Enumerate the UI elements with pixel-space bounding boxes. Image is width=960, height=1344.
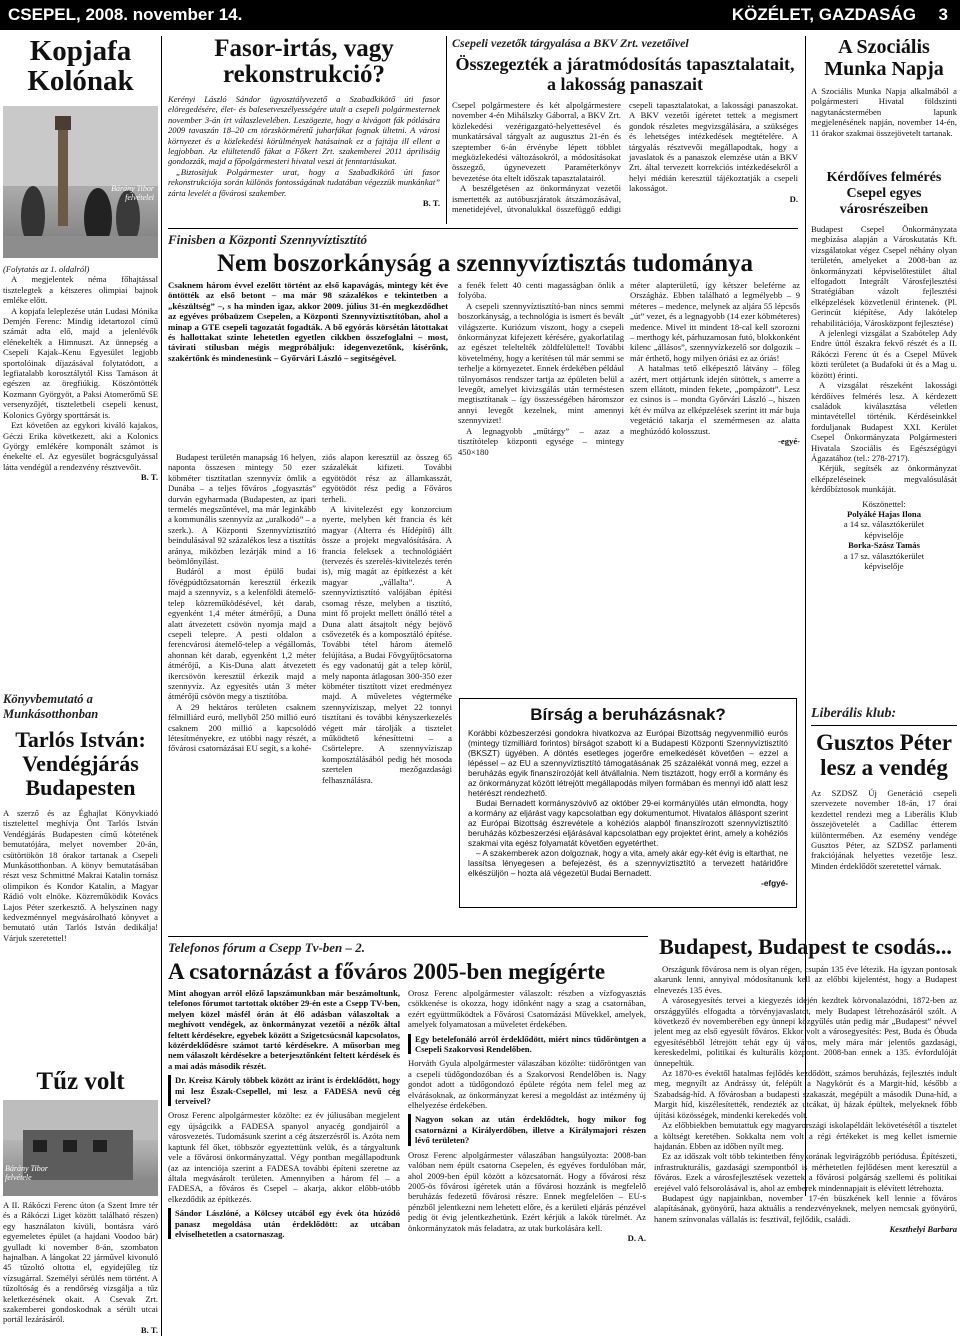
forum-kicker: Telefonos fórum a Csepp Tv-ben – 2. — [168, 940, 366, 955]
book-title: Tarlós István: Vendégjárás Budapesten — [15, 727, 146, 800]
wastewater-paragraph: ziós alapon keresztül az összeg 65 százalékát kifizeti. További egyötödöt rész az államkasszát, egyötödöt rész pedig a Főváros terheli. — [322, 452, 452, 504]
question-box — [168, 1075, 400, 1106]
wastewater-paragraph: A 29 hektáros területen csaknem félmilliárd euró, mellyből 250 millió euró csaknem 200 millió a kapcsolódó létesítményekre, ez utóbbi nagy részét, a fővárosi csatornázásai EU segít, s a kohé- — [168, 701, 316, 754]
social-paragraph: A Szociális Munka Napja alkalmából a polgármesteri Hivatal földszinti nagytanácstermében lapunk megjelenésének napján, november 14-én, 11 órakor szakmai összejövetelt tartanak. — [811, 86, 957, 138]
kopjafa-signature: B. T. — [140, 472, 158, 483]
wastewater-title: Nem boszorkányság a szennyvíztisztás tudománya — [216, 250, 754, 277]
wastewater-lead: Csaknem három évvel ezelőtt történt az első kapavágás, mintegy két éve öntötték az első betont – ma már 98 százalékos e tekintetben a „készültség” –, s ha minden igaz, akkor 2009. július 31-én megkezdődhet az egyéves próbaüzem Csepelen, a Központi Szennyvíztisztítóban, ahol a minap a GTE csepeli tagozatát fogadták. A bő egyórás körsétán látottakat és hallottakat szinte lehetetlen egyetlen cikkben összefoglalni – most, távirati stílusban mégis megpróbáljuk: idegenvezetőnk, kísérőnk, szakértőnk és mindenesünk – Győrvári László – segítségével. — [168, 280, 448, 363]
book-paragraph: A szerző és az Éghajlat Könyvkiadó tisztelettel meghívja Önt Tarlós István Vendégjárás Budapesten című kötetének bemutatójára, melyet november 20-án, csütörtökön 18 órakor tartanak a Csepeli Munkásotthonban. A könyv bemutatásában részt vesz Schmittné Makrai Katalin tornász olimpikon és Kondor Katalin, a Magyar Rádió volt elnöke. Közreműködik Kovács Lajos Péter szerkesztő. A helyszínen nagy kedvezménnyel megvásárolható könyvet a bemutató után Tarlós István dedikálja! Várjuk szeretettel! — [3, 808, 158, 943]
fasor-signature: B. T. — [422, 198, 440, 209]
budapest-paragraph: Az 1870-es évektől hatalmas fejlődés kezdődött, számos beruházás, fejlesztés indult meg, megnyílt az Andrássy út, felépült a Nagykörút és a Margit-híd, később a Szabadság-híd. A fővárosban a budapesti szakaszát, megépült a második Duna-híd, a Margit híd, kiszélesítették, rendezték az utcákat, új házak épültek, melyeknek főbb újítási közösségek, mindenki kerekedés volt. — [654, 1068, 957, 1120]
fasor-paragraph — [168, 94, 440, 167]
forum-title: A csatornázást a főváros 2005-ben megígérte — [168, 959, 606, 984]
phone-forum-article — [168, 940, 648, 1340]
fire-article — [3, 1068, 158, 1338]
forum-question: Nagyon sokan az után érdeklődtek, hogy mikor fog csatornázni a Királyerdőben, illetve a Királymajori részen lévő területen? — [415, 1114, 646, 1146]
fire-title: Tűz volt — [36, 1068, 125, 1095]
survey-paragraph: Budapest Csepel Önkormányzata megbízása alapján a Városkutatás Kft. vizsgálatokat végez Csepel néhány olyan területén, amelyeket a 2008-ban az önkormányzati képviselőtestület által elfogadott Integrált Városfejlesztési Stratégiában vázolt fejlesztési elképzelések közvetlenül érintenek. (Pl. Gerincút kiépítése, Ady lakótelep rehabilitációja, Városközpont fejlesztése) — [811, 224, 957, 328]
budapest-title: Budapest, Budapest te csodás... — [659, 934, 952, 959]
bkv-signature: D. — [789, 193, 798, 204]
fire-photo — [3, 1100, 158, 1196]
budapest-paragraph: Budapest úgy napjainkban, november 17-én büszkének kell lennie a főváros alapításának, gyönyörű, haza aktuális a rendezvényeknek, melyen nemcsak gyönyörű, hanem színvonalas vállalás is: fesztivál, fejlődik, családi. — [654, 1192, 957, 1224]
liberal-paragraph: Az SZDSZ Új Generáció csepeli szervezete november 18-án, 17 órai kezdettel rendezi meg a Liberális Klub összejövetelét a Cadillac étterem különtermében. Az esemény vendége Gusztos Péter, az SZDSZ parlamenti frakciójának helyettes vezetője lesz. Minden érdeklődőt szeretettel várnak. — [811, 788, 957, 871]
header-right: KÖZÉLET, GAZDASÁG — [731, 5, 916, 24]
page-number: 3 — [938, 5, 948, 24]
budapest-article — [654, 934, 957, 1340]
wastewater-paragraph: A csepeli szennyvíztisztító-ban nincs semmi boszorkányság, a technológia is ismert és bevált világszerte. Kuriózum viszont, hogy a csepeli önkormányzat kifejezett kérésére, gyakorlatilag az egészet teleltelték zöldfelülettel! További követelmény, hogy a kerítésen túl már semmi se terhelje a környezetet. Ennek érdekében például túlnyomásos rendszer tartja az épületen belül a levegőt, amelyet kivizsgálás után terméstesen megtisztítanak – így összességében háromszor annyi levegőt kezelnek, mint amennyi szennyvizet! — [458, 300, 624, 426]
fasor-lead: Kerényi László Sándor ügyosztályvezető a Szabadkikötő úti fasor elöregedésére, élet- és balesetveszélyességére utalt a csepeli polgármesternek november 3-án írt válaszlevelében. Leszögezte, hogy a kivágott fák pótlására 2009 tavaszán 18–20 cm törzskörméretű juharfákat fognak ültetni. A városi környezet és a közlekedési körülmények hatásainak ez a fajtája ill ellent a legjobban. Az elültetendő fákat a Főkert Zrt. szakemberei 2011 áprilisáig gondozzák, majd a főpolgármesteri hivatal veszi át fenntartásukat. — [168, 94, 440, 167]
book-article — [3, 692, 158, 1072]
kopjafa-paragraph: A kopjafa leleplezése után Ludasi Mónika Demjén Ferenc: Mindig idetartozol című számát adta elő, majd a jelenlévők elénekelték a Himnuszt. Az ünnepség a Csepeli Kajak–Kenu Egyesület legjobb sportolóinak díjazásával folytatódott, a legfiatalabb korosztálytól Kiss Tamáson át egészen az öregfiúkig. Köszöntötték Kozmann Györgyöt, a Paksi Atomerőmű SE versenyzőjét, tiszteletbeli csepeli kenust, Kolonics György sporttársát is. — [3, 305, 158, 420]
budapest-paragraph: Országunk fővárosa nem is olyan régen, csupán 135 éve létezik. Ha ígyzan pontosak akarunk lenni, annyival módosítanunk kell az előbbi kijelentést, hogy a Budapest elnevezés 135 éves. — [654, 964, 957, 995]
wastewater-paragraph: A hatalmas tető elképesztő látvány – főleg azért, mert ottjártunk idején sütöttek, s amerre a szem ellátott, minden fekete, „pompázott”. Lesz ez csinos is – mondta Győrvári László –, hiszen két év múlva az elképzelések szerint itt már bujа vegetáció takarja el szemérmesen az alatta meghúzódó kolosszust. — [630, 363, 800, 436]
survey-signer-name: Borka-Szász Tamás — [848, 540, 920, 551]
wastewater-paragraph: Budapest területén manapság 16 helyen, naponta összesen mintegy 50 ezer köbméter tisztítatlan szennyvíz ömlik a Dunába – a teljes főváros „fogyasztás” durván egyharmada (Budapesten, az ipari termelés megszűntével, ma már leginkább a kommunális szennyvíz az „uralkodó” – a szerk.). A Központi Szennyvíztisztító beindulásával 92 százalékos lesz a tisztítás aránya, miközben lezárják mind a 16 beömlőnyílást. — [168, 452, 316, 567]
budapest-paragraph: Ez az időszak volt több tekintetben fénykorának legvirágzóbb periódusa. Építészeti, infrastrukturális, gazdasági szempontból is mérhetetlen fejlődésen ment keresztül a főváros. Ezek a városfejlesztések vezettek a fővárosi polgárság szellemi és politikai erejével való felsorolásával is, ahol az emberek mindennapjait is elévített létrehozta. — [654, 1151, 957, 1193]
bkv-paragraph: Csepel polgármestere és két alpolgármestere november 4-én Mihálszky Gáborral, a BKV Zrt. közlekedési vezérigazgató-helyettesével és munkatársával tárgyalt az augusztus 21-én és szeptember 6-án érvénybe lépett többlet megközlekedési változásokról, a módosításokat összegző, úgynevezett Paraméterkönyv bevezetése óta eltelt időszak tapasztalatairól. — [452, 100, 621, 183]
kopjafa-photo — [3, 106, 158, 258]
survey-article — [811, 170, 957, 700]
fire-signature: B. T. — [140, 1324, 158, 1335]
wastewater-paragraph: a fenék felett 40 centi magasságban önlik a folyóba. — [458, 280, 624, 301]
social-title: A Szociális Munka Napja — [824, 36, 944, 80]
liberal-kicker: Liberális klub: — [811, 706, 897, 721]
wastewater-kicker: Finisben a Központi Szennyvíztisztító — [168, 232, 368, 247]
survey-paragraph: A jelenlegi vizsgálat a Szabótelep Ady Endre úttól északra fekvő részét és a II. Rákóczi Ferenc út és a Csepel Művek közti területet (a Budafoki út és a Mag u. között) érinti. — [811, 328, 957, 380]
wastewater-article — [168, 232, 802, 932]
forum-answer: Orosz Ferenc alpolgármester válaszolt: részben a vízfogyasztás csökkenése is okozza, hogy időnként nagy a szag a csatornában, ezért együttműködtek a Fővárosi Csatornázási Művekkel, amelyek, amelyek folyamatosan a műveletet érdekében. — [408, 988, 646, 1030]
survey-signer-role: képviselője — [864, 561, 904, 571]
wastewater-signature: -egyé- — [778, 436, 800, 447]
column-rule — [446, 36, 447, 224]
fine-paragraph: Budai Bernadett kormányszóvivő az október 29-ei kormányülés után elmondta, hogy a kormány az eljárást vagy kapcsolatban egy dokumentumot. Hivatalos álláspont szerint az Európai Bizottság észrevétele a kohéziós alapból finanszírozott szennyvíztisztító beruházás közbeszerzési eljárásával kapcsolatban egy projektet érint, amely a kohéziós szakmai vita egész folyamatát követően egyetérthet. — [468, 799, 788, 848]
bkv-kicker: Csepeli vezetők tárgyalása a BKV Zrt. vezetőivel — [452, 36, 689, 50]
forum-question: Egy betelefonáló arról érdeklődött, miért nincs tűdőröntgen a Csepeli Szakorvosi Rendelőben. — [415, 1033, 646, 1055]
survey-signer-role: a 14 sz. választókerület — [843, 519, 925, 530]
kopjafa-paragraph: A megjelentek néma főhajtással tisztelegtek a kétszeres olimpiai bajnok emléke előtt. — [3, 274, 158, 306]
survey-thanks: Köszönettel: — [862, 498, 906, 509]
forum-question: Dr. Kreisz Károly többek között az iránt is érdeklődött, hogy mi lesz Észak-Csepellel, mi lesz a FADESA nevű cég terveivel? — [175, 1075, 400, 1107]
forum-answer: Horváth Gyula alpolgármester válaszában közölte: tüdőröntgen van a csepeli tüdőgondozóban és a Szakorvosi Rendelőben is. Nagy gondot adott a tüdőgondozó épülete régóta nem felel meg az elvárásoknak, az önkormányzat keresi a megoldást az intézmény új elhelyezése érdekében. — [408, 1058, 646, 1111]
fire-paragraph: A II. Rákóczi Ferenc úton (a Szent Imre tér és a Rákóczi Liget között található részen) egy használaton kívüli, bontásra váró egyemeletes épület (a hajdani Voodoo bár) gyulladt ki november 8-án, szombaton hajnalban. A lángokat 22 járművel kivonuló 45 tűzoltó oltotta el, egyidejűleg tíz vízsugárral. Személyi sérülés nem történt. A tűzoltóság és a rendőrség vizsgálja a tűz keletkezésének okait. A Csevak Zrt. szakemberei gondoskodnak a sérült utcai portál lezárásáról. — [3, 1200, 158, 1325]
kopjafa-title: Kopjafa Kolónak — [27, 36, 134, 97]
header-left: CSEPEL, 2008. november 14. — [8, 5, 243, 24]
survey-paragraph: A vizsgálat részeként lakossági kérdőíves felmérés lesz. A kérdezett családok kiválasztása véletlen mintavétellel történik. Kérdéseinkkel forduljanak Budapest XXI. Kerület Csepel Önkormányzata Polgármesteri Hivatala Szociális és Egészségügyi Ágazatához (tel.: 278-2717). — [811, 380, 957, 463]
section-rule — [168, 228, 798, 229]
section-rule — [168, 936, 648, 937]
bkv-article — [452, 36, 798, 224]
forum-answer: Orosz Ferenc alpolgármester közölte: ez év júliusában megjelent egy újságcikk a FADESA spanyol anyacég gondjairól a városvezetés. Tudomásunk szerint a cég átszerzésről is. Azóta nem kaptunk fél őket, többször egyeztettünk velük, és a tárgyaltunk vele a fővárosi önkormányzattal. Végy pontban megállapodtunk (az az intenciója szerint a FADESA további építeni szeretne az általa megvásárolt területen. Amennyiben a három fél – a FADESA, a főváros és Csepel – akarja, akkor előbb-utóbb elkezdődik az építkezés. — [168, 1110, 400, 1204]
wastewater-paragraph: A kivitelezést egy konzorcium nyerte, melyben két francia és két magyar (Alterra és Hídépítő) állt össze a projekt megvalósítására. A francia feleksek a technológiáért (tervezés és szerelés-kivitelezés terén is), míg magát az építkezést a két magyar „vállalta”. A szennyvíztisztító valójában építési csomag része, melyben a tisztító, mint fő projekt mellett önálló tétel a Duna alatt átsajtolt négy bejövő csővezeték és a komposztáló építése. További tétel három átemelő felújítása, a Budai Fővgyűjtőcsatorna és egy vadonatúj gát a telep körül, mely naponta átlagosan 300-350 ezer köbméter tisztított vizet eredményez majd. A műveletes végtermékе szennyvíziszap, melyet 22 tonnyi tisztítani és további kényszerkezelés végett már tárolják a tisztelet működtető kénesíttetni – a Csörtelepre. A szennyvíziszap komposztálásából pedig hét mosoda szertelen mezőgazdasági felhasználásra. — [322, 504, 452, 785]
kopjafa-continued: (Folytatás az 1. oldalról) — [3, 264, 90, 274]
bkv-paragraph: A beszélgetésen az önkormányzat vezetői ismertették az autóbuszjáratok átszámozásával, menetidejével, útvonalukkal összefüggő eddigi csepeli tapasztalatokat, a lakossági panaszokat. A BKV vezetői ígéretet tettek a megismert gondok részletes megvizsgálására, a szükséges és lehetséges intézkedések megtételére. A tárgyalás résztvevői megállapodtak, hogy a javaslatok és a panaszok elemzése után a BKV Zrt. által tervezett korrekciós intézkedésekről a helyi médián keresztül tájékoztatják a csepeli lakosságot. — [452, 100, 798, 215]
forum-answer: Orosz Ferenc alpolgármester válaszában hangsúlyozta: 2008-ban valóban nem épült csatorna Csepelen, és egyéves fordulóban már, ahol 2009-ben épül között a közcsatornát. Hogy a fővárosi rész 2005-ös fővárosi ígéretek után a fővárosi hozzánk is megfelelő beruházás fedezetű fővárosi részre. Ennek megfelelően – EU-s pénzből jelentkezni nem lehetett előre, és a kerületi eljárás pénzével pedig öt évig jelentkezhetünk. Ezért kérjük a lakók türelmét. Az önkormányzatok más feladatra, az utak burkolására kell. — [408, 1149, 646, 1233]
column-rule — [161, 36, 162, 1336]
wastewater-paragraph: méter alapterületű, így kétszer beleférne az Országház. Ebben található a legmélyebb – 9 méteres – medence, melynek az aljára 55 lépcsős „út” vezet, és a legnagyobb (14 ezer köbméteres) medence. Mivel itt mindent 18-cal kell szorozni – merthogy két, párhuzamosan futó, blokkonként kilenc „állásos”, szennyvízkezelő sor dolgozik – már érthető, hogy milyen óriási ez az óriás! — [630, 280, 800, 363]
budapest-paragraph: Az előbbiekben bemutattuk egy magyarországi iskolapéldáit lekövetésétől a tisztelet a költségt keretében. Sokkalta nem volt a régi értékeket is meg kellet ismernie hajdanán. Ebben az időben nyílt meg. — [654, 1120, 957, 1151]
photo-credit: Bárány Tibor felvételei — [111, 184, 154, 202]
kopjafa-image — [3, 106, 158, 258]
wastewater-paragraph: A legnagyobb „műtárgy” – azaz a tisztítótelep központi egysége – mintegy 450×180 — [458, 425, 624, 457]
survey-paragraph: Kérjük, segítsék az önkormányzat elképzeléseinek megvalósulását kérdőbíztosok munkáját. — [811, 463, 957, 495]
fasor-title: Fasor-irtás, vagy rekonstrukció? — [214, 36, 394, 88]
bkv-title: Összegezték a járatmódosítás tapasztalatait, a lakosság panaszait — [455, 54, 795, 94]
fasor-article — [168, 36, 440, 224]
fine-paragraph: – A szakemberek azon dolgoznak, hogy a vita, amely akár egy-két évig is eltarthat, ne lassítsa lényegesen a befejezést, és a szennyvíztisztító a tervezett határidőre elkészüljön – hozta alá végezetül Budai Bernadett. — [468, 849, 788, 878]
forum-lead: Mint ahogyan arról előző lapszámunkban már beszámoltunk, telefonos fórumot tartottak október 29-én este a Csepp TV-ben, melyen közel másfél órán át élő adásban válaszoltak a meghívott vendégek, az önkormányzat vezetői a nézők által feltett kérdésekre, egyebek között a Szigetcsúcsnál kapcsolatos, közérdeklődésre számot tartó kérdésekre. A műsorban meg nem válaszolt kérdésekre a beterjesztőnként feltett kérdések és a mai adás második részét. — [168, 988, 400, 1071]
question-box — [408, 1034, 646, 1055]
kopjafa-article — [3, 36, 158, 686]
kopjafa-paragraph: Ezt követően az egykori kiváló kajakos, Géczi Erika következett, aki a Kolonics György emlékére komponált számot is énekelte el. Az egyesület bográcsgulyással látta vendégül a rendezvény résztvevőit. — [3, 420, 158, 472]
fine-box — [459, 698, 797, 908]
survey-signer-name: Polyáké Hajas Ilona — [846, 508, 921, 519]
forum-question: Sándor Lászlóné, a Kölcsey utcából egy évek óta húzódó panasz megoldása után érdeklődött: az utcában elviselhetetlen a csatornaszag. — [175, 1208, 400, 1239]
fine-signature: -efgyé- — [761, 879, 788, 888]
page-header — [0, 0, 960, 30]
fine-title: Bírság a beruházásnak? — [530, 705, 726, 724]
budapest-paragraph: A városegyesítés tervei a kiegyezés idején kezdtek körvonalazódni, 1872-ben az országgyűlés elfogadta a törvényjavaslatot, mely Budapest létrehozásáról szólt. A következő év novemberében egy ünnepi közgyűlés után pedig már „Budapest” névvel jelent meg az első egyesült főváros. Ekkor volt a városegyesítés: Pest, Buda és Óbuda egyesítésébből létrejött tehát egy új város, mely mára már jelentős gazdasági, kereskedelmi, politikai és kulturális központ. 2008-ban ennek a 135. évfordulóját ünnepeltük. — [654, 995, 957, 1068]
wastewater-paragraph: Budáról a most épülő budai fővégpúdtőzsatornán keresztül érkezik majd a szennyvíz, s a kelenföldi átemelő-telep közreműködésével, két darab, egyenként 1,4 méter átmérőjű, a Duna alatt átvezetett csövön nyomja majd a csepeli telepre. A pesti oldalon a ferencvárosi átemelő-telep a végállomás, ahonnan két darab, egyenként 1,2 méter átmérőjű, a Kis-Duna alatt átvezetett ikercsövön keresztül érkezik majd a szennyvíz. Az egyesítés után 3 méter átmérőjű csövön megy a tisztítóba. — [168, 566, 316, 702]
survey-signer-role: a 17 sz. választókerület — [843, 550, 925, 561]
fine-paragraph: Korábbi közbeszerzési gondokra hivatkozva az Európai Bizottság negyvenmillió eurós (mintegy tízmilliárd forintos) bírságot szabott ki a Budapesti Központi Szennyvíztisztító (BKSZT) ügyében. A döntés esetleges jogerőre emelkedését követően – ezzel a lépéssel – az EU a szennyvíztisztító támogatásának 25 százalékát vonná meg, ezzel a beruházás egyik finanszírozóját kell átvállalnia. Nem tisztázott, hogy erről a kormány és az önkormányzat között létrejött megállapodás milyen formában és mennyi idő alatt lesz hetérészt rendezhető. — [468, 729, 788, 798]
fasor-paragraph: „Biztosítjuk Polgármester urat, hogy a Szabadkikötő úti fasor rekonstrukciója során különös fontosságának tudatában végezzük munkánkat” zárta levelét a fővárosi szakember. — [168, 166, 440, 198]
liberal-club-article — [811, 706, 957, 956]
survey-title: Kérdőíves felmérés Csepel egyes városrészeiben — [826, 170, 942, 217]
question-box — [168, 1208, 400, 1239]
forum-signature: D. A. — [627, 1232, 646, 1243]
liberal-title: Gusztos Péter lesz a vendég — [815, 730, 953, 780]
question-box — [408, 1114, 646, 1145]
kicker-underline — [811, 725, 957, 726]
survey-signer-role: képviselője — [864, 529, 904, 540]
book-kicker: Könyvbemutató a Munkásotthonban — [3, 692, 99, 721]
budapest-signature: Keszthelyi Barbara — [889, 1224, 957, 1235]
social-work-article — [811, 36, 957, 168]
photo-credit: Bárány Tibor felvétele — [5, 1164, 48, 1182]
